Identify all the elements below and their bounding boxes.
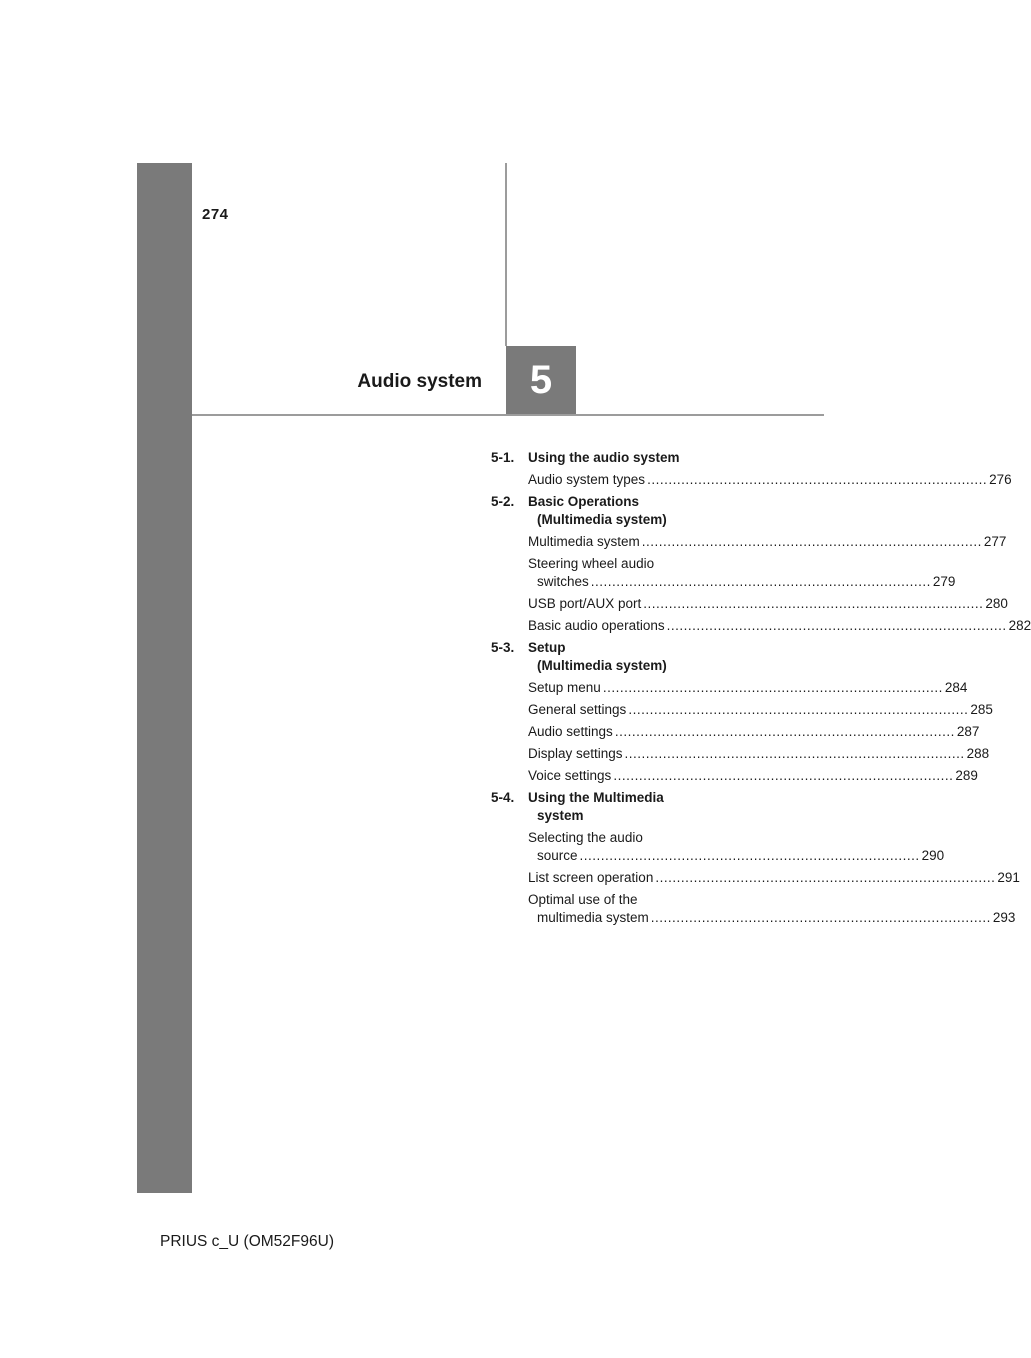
- toc-entry-line: [528, 701, 993, 719]
- dot-leader: [580, 848, 920, 863]
- dot-leader: [628, 701, 968, 719]
- toc-section: [491, 449, 1012, 489]
- dot-leader: [642, 533, 982, 551]
- dot-leader: [667, 617, 1007, 635]
- toc-entry-text: Audio settings: [528, 724, 613, 739]
- dot-leader: [647, 471, 987, 489]
- page-number: 274: [202, 206, 229, 223]
- toc-entry-text: Audio system types: [528, 472, 646, 487]
- toc-entry-line: [528, 679, 968, 697]
- toc-page-number: 290: [921, 848, 945, 863]
- toc-page-number: 293: [992, 910, 1016, 925]
- toc-section-number: 5-3.: [491, 640, 515, 655]
- toc-page-number: 285: [970, 702, 993, 717]
- toc-entry-text: Display settings: [528, 746, 623, 761]
- toc-entry[interactable]: [528, 745, 990, 763]
- dot-leader: [613, 767, 953, 785]
- toc-page-number: 291: [997, 870, 1020, 885]
- toc-section-title: [528, 449, 741, 467]
- side-tab-bar: [137, 163, 192, 1193]
- toc-entry[interactable]: [528, 533, 1007, 551]
- toc-entry-line: [528, 847, 945, 865]
- toc-entry-text: Setup menu: [528, 680, 601, 695]
- toc-entry-text: switches: [537, 574, 589, 589]
- toc-section-heading: [491, 789, 741, 825]
- footer-model-code: PRIUS c_U (OM52F96U): [160, 1233, 334, 1250]
- toc-section-number: 5-2.: [491, 494, 515, 509]
- toc-entry-text: multimedia system: [537, 910, 649, 925]
- toc-page-number: 288: [966, 746, 990, 761]
- toc-section-title: [528, 639, 741, 675]
- toc-entry[interactable]: [528, 869, 1020, 887]
- toc-entry-line: [528, 471, 1012, 489]
- toc-section-title: [528, 493, 741, 529]
- toc-entry-line: [528, 767, 978, 785]
- toc-entry-text: Steering wheel audio: [528, 556, 655, 571]
- toc-section-number: 5-4.: [491, 790, 515, 805]
- toc-page-number: 289: [955, 768, 978, 783]
- toc-entry[interactable]: [528, 595, 1008, 613]
- dot-leader: [625, 745, 965, 763]
- toc-page-number: 280: [985, 596, 1008, 611]
- dot-leader: [655, 869, 995, 887]
- toc-page-number: 277: [983, 534, 1007, 549]
- horizontal-divider: [192, 414, 824, 416]
- toc-section-title-line: Basic Operations: [528, 494, 640, 509]
- toc-page-number: 276: [989, 472, 1012, 487]
- toc-section-title-line: (Multimedia system): [537, 512, 667, 527]
- toc-entry-text: Basic audio operations: [528, 618, 665, 633]
- toc-entry-text: Optimal use of the: [528, 892, 638, 907]
- toc-section-title: [528, 789, 741, 825]
- toc-entry-text: Multimedia system: [528, 534, 640, 549]
- toc-entry[interactable]: [528, 555, 956, 591]
- dot-leader: [643, 595, 983, 613]
- toc-entry-line: [528, 617, 1031, 635]
- toc-section-heading: [491, 449, 741, 467]
- toc-section-number: 5-1.: [491, 450, 515, 465]
- chapter-title: Audio system: [357, 371, 482, 392]
- dot-leader: [615, 723, 955, 741]
- toc-section: [491, 639, 993, 785]
- toc-section-title-line: Using the Multimedia: [528, 790, 664, 805]
- vertical-divider: [505, 163, 507, 346]
- toc-page-number: 282: [1008, 618, 1031, 633]
- toc-page-number: 287: [956, 724, 980, 739]
- toc-entry-line: [528, 745, 990, 763]
- toc-entry[interactable]: [528, 829, 945, 865]
- toc-entry[interactable]: [528, 723, 980, 741]
- toc-entry-text: source: [537, 848, 578, 863]
- toc-entry[interactable]: [528, 471, 1012, 489]
- toc-section-title-line: system: [537, 808, 584, 823]
- toc-entry[interactable]: [528, 767, 978, 785]
- chapter-number-tab: [506, 346, 576, 414]
- toc-entry-text: USB port/AUX port: [528, 596, 642, 611]
- dot-leader: [591, 574, 931, 589]
- toc-entry-line: [528, 723, 980, 741]
- toc-entry-text: Voice settings: [528, 768, 612, 783]
- toc-entry[interactable]: [528, 701, 993, 719]
- dot-leader: [603, 679, 943, 697]
- toc-entry-text: List screen operation: [528, 870, 654, 885]
- toc-entry-text: General settings: [528, 702, 627, 717]
- toc-section: [491, 789, 1020, 927]
- toc-page-number: 284: [944, 680, 968, 695]
- toc-section-title-line: Setup: [528, 640, 566, 655]
- toc-entry[interactable]: [528, 679, 968, 697]
- chapter-number: 5: [529, 357, 553, 402]
- toc-page-number: 279: [932, 574, 956, 589]
- toc-entry-line: [528, 869, 1020, 887]
- toc-section-heading: [491, 639, 741, 675]
- toc-entry-line: [528, 909, 1016, 927]
- dot-leader: [651, 910, 991, 925]
- toc-section-heading: [491, 493, 741, 529]
- toc-section-title-line: Using the audio system: [528, 450, 680, 465]
- toc-entry[interactable]: [528, 617, 1031, 635]
- toc-entry-line: [528, 573, 956, 591]
- toc-section-title-line: (Multimedia system): [537, 658, 667, 673]
- toc-entry[interactable]: [528, 891, 1016, 927]
- toc-entry-line: [528, 533, 1007, 551]
- toc-entry-line: [528, 595, 1008, 613]
- toc-section: [491, 493, 1031, 635]
- table-of-contents: [491, 449, 1031, 931]
- toc-entry-text: Selecting the audio: [528, 830, 643, 845]
